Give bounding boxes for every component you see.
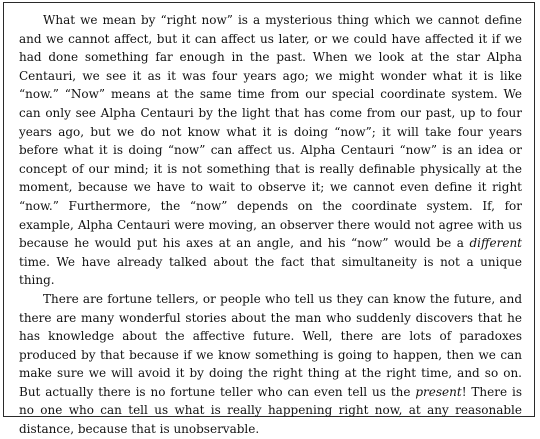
paragraph-1-segment-1: What we mean by “right now” is a mysterious thing which we cannot define and we cannot affect, but it can affect us later, or we could have affected it if we had done something far enough in the past. When we look at the star Alpha Centauri, we see it as it was four years ago; we might wonder what it is like “now.” “Now” means at the same time from our special coordinate system. We can only see Alpha Centauri by the light that has come from our past, up to four years ago, but we do not know what it is doing “now”; it will take four years before what it is doing “now” can affect us. Alpha Centauri “now” is an idea or concept of our mind; it is not something that is really definable physically at the moment, because we have to wait to observe it; we cannot even define it right “now.” Furthermore, the “now” depends on the coordinate system. If, for example, Alpha Centauri were moving, an observer there would not agree with us because he would put his axes at an angle, and his “now” would be a	[19, 13, 522, 251]
paragraph-2-segment-3: ! There is no one who can tell us what is really happening right now, at any reasonable distance, because that is unobservable.	[19, 384, 522, 437]
text-content	[19, 11, 522, 439]
paragraph-2-emphasis-present: present	[415, 384, 462, 399]
paragraph-right-now	[19, 11, 522, 290]
text-frame	[3, 2, 535, 437]
paragraph-fortune-tellers	[19, 290, 522, 439]
paragraph-2-segment-1: There are fortune tellers, or people who tell us they can know the future, and there are many wonderful stories about the man who suddenly discovers that he has knowledge about the affective future. Well, there are lots of paradoxes produced by that because if we know something is going to happen, then we can make sure we will avoid it by doing the right thing at the right time, and so on. But actually there is no fortune teller who can even tell us the	[19, 291, 522, 399]
paragraph-1-emphasis-different: different	[469, 236, 522, 251]
paragraph-1-segment-3: time. We have already talked about the fact that simultaneity is not a unique thing.	[19, 254, 522, 288]
